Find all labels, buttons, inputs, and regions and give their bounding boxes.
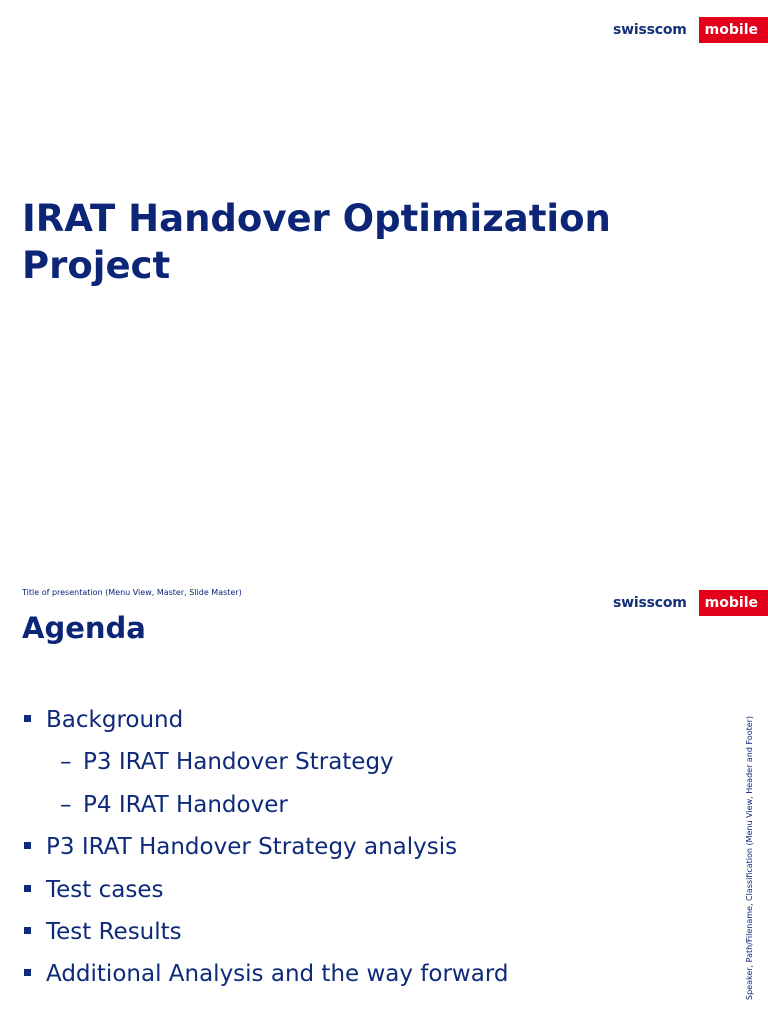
agenda-item-text: P4 IRAT Handover <box>83 791 288 818</box>
swisscom-mobile-logo <box>613 590 768 616</box>
agenda-subitem <box>22 741 509 783</box>
agenda-item-text: Test cases <box>46 876 164 903</box>
slide-footer-title: Title of presentation (Menu View, Master, Slide Master) <box>22 588 242 597</box>
agenda-item <box>22 699 509 741</box>
agenda-subitem <box>22 784 509 826</box>
agenda-item-text: Background <box>46 707 184 733</box>
agenda-item-text: Additional Analysis and the way forward <box>46 961 509 988</box>
square-bullet-icon <box>24 885 31 892</box>
agenda-item <box>22 869 509 911</box>
presentation-title: IRAT Handover Optimization Project <box>22 197 611 287</box>
agenda-item <box>22 826 509 868</box>
agenda-item <box>22 911 509 953</box>
logo-badge: mobile <box>699 17 768 43</box>
agenda-slide <box>0 583 768 1024</box>
logo-wordmark: swisscom <box>613 22 687 38</box>
agenda-item-text: P3 IRAT Handover Strategy <box>83 749 394 776</box>
dash-marker: – <box>60 749 72 776</box>
square-bullet-icon <box>24 969 31 976</box>
agenda-item <box>22 953 509 995</box>
agenda-title: Agenda <box>22 611 146 645</box>
agenda-list <box>22 699 509 996</box>
square-bullet-icon <box>24 842 31 849</box>
swisscom-mobile-logo <box>613 17 768 43</box>
logo-badge: mobile <box>699 590 768 616</box>
logo-wordmark: swisscom <box>613 595 687 611</box>
agenda-item-text: P3 IRAT Handover Strategy analysis <box>46 834 458 861</box>
vertical-footer-note: Speaker, Path/Filename, Classification (Menu View, Header and Footer) <box>745 715 754 1000</box>
square-bullet-icon <box>24 715 31 722</box>
dash-marker: – <box>60 791 72 818</box>
square-bullet-icon <box>24 927 31 934</box>
agenda-item-text: Test Results <box>46 919 182 946</box>
